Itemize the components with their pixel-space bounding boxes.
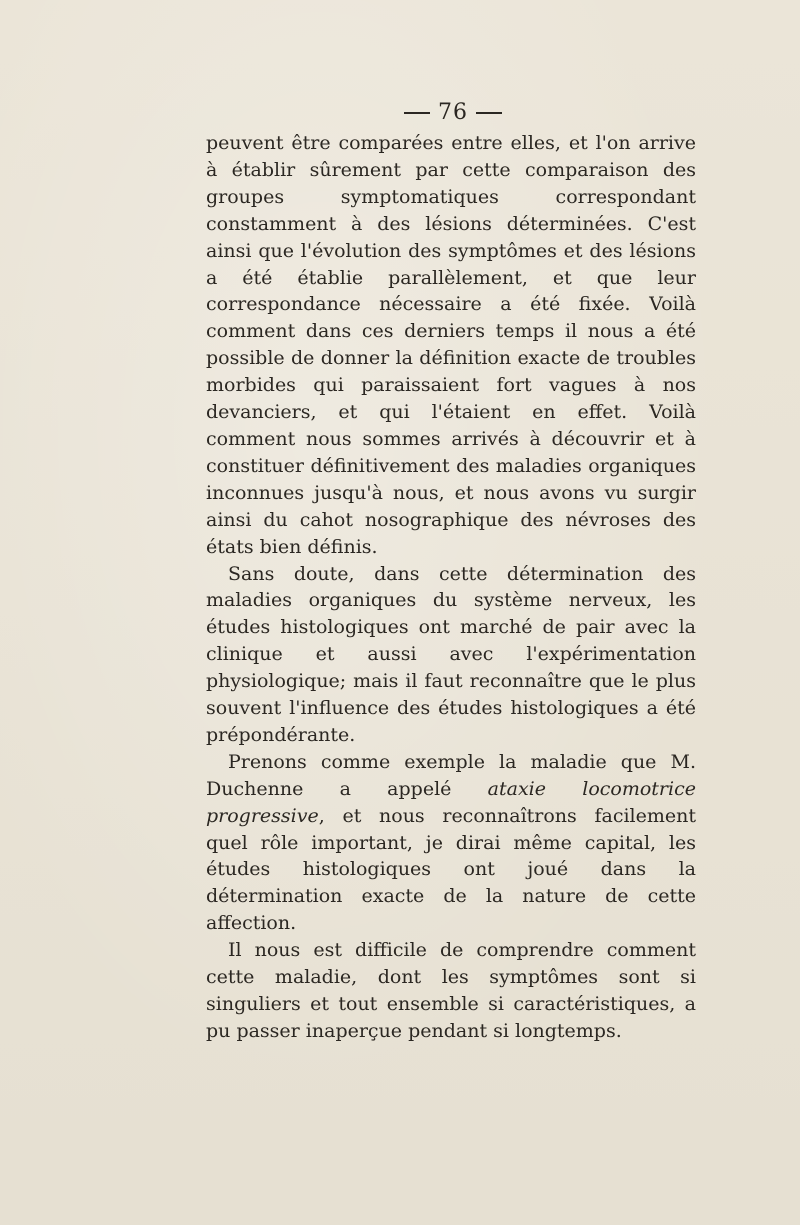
paragraph-1: peuvent être comparées entre elles, et l'on arrive à établir sûrement par cette comparaison des groupes symptomatiques correspondant constamment à des lésions déterminées. C'est ainsi que l'évolution des symptômes et des lésions a été établie parallèlement, et que leur correspondance nécessaire a été fixée. Voilà comment dans ces derniers temps il nous a été possible de donner la définition exacte de troubles morbides qui paraissaient fort vagues à nos devanciers, et qui l'étaient en effet. Voilà comment nous sommes arrivés à découvrir et à constituer définitivement des maladies organiques inconnues jusqu'à nous, et nous avons vu surgir ainsi du cahot nosographique des névroses des états bien définis. <box>206 132 696 558</box>
page-number <box>0 100 800 125</box>
paragraph-3-before: Prenons comme exemple la maladie que M. Duchenne a appelé <box>206 750 696 800</box>
body-text <box>206 130 696 1045</box>
paragraph-4: Il nous est difficile de comprendre comment cette maladie, dont les symptômes sont si singuliers et tout ensemble si caractéristiques, a pu passer inaperçue pendant si longtemps. <box>206 939 696 1042</box>
page-number-value: 76 <box>438 100 468 125</box>
page-number-dash-right <box>476 112 502 114</box>
paragraph-2: Sans doute, dans cette détermination des maladies organiques du système nerveux, les études histologiques ont marché de pair avec la clinique et aussi avec l'expérimentation physiologique; mais il faut reconnaître que le plus souvent l'influence des études histologiques a été prépondérante. <box>206 562 696 746</box>
paragraph-3-after: , et nous reconnaîtrons facilement quel rôle important, je dirai même capital, les études histologiques ont joué dans la détermination exacte de la nature de cette affection. <box>206 804 696 935</box>
disease-name-italic: ataxie locomotrice progressive <box>206 777 696 827</box>
page-number-dash-left <box>404 112 430 114</box>
paragraph-3 <box>206 749 696 937</box>
